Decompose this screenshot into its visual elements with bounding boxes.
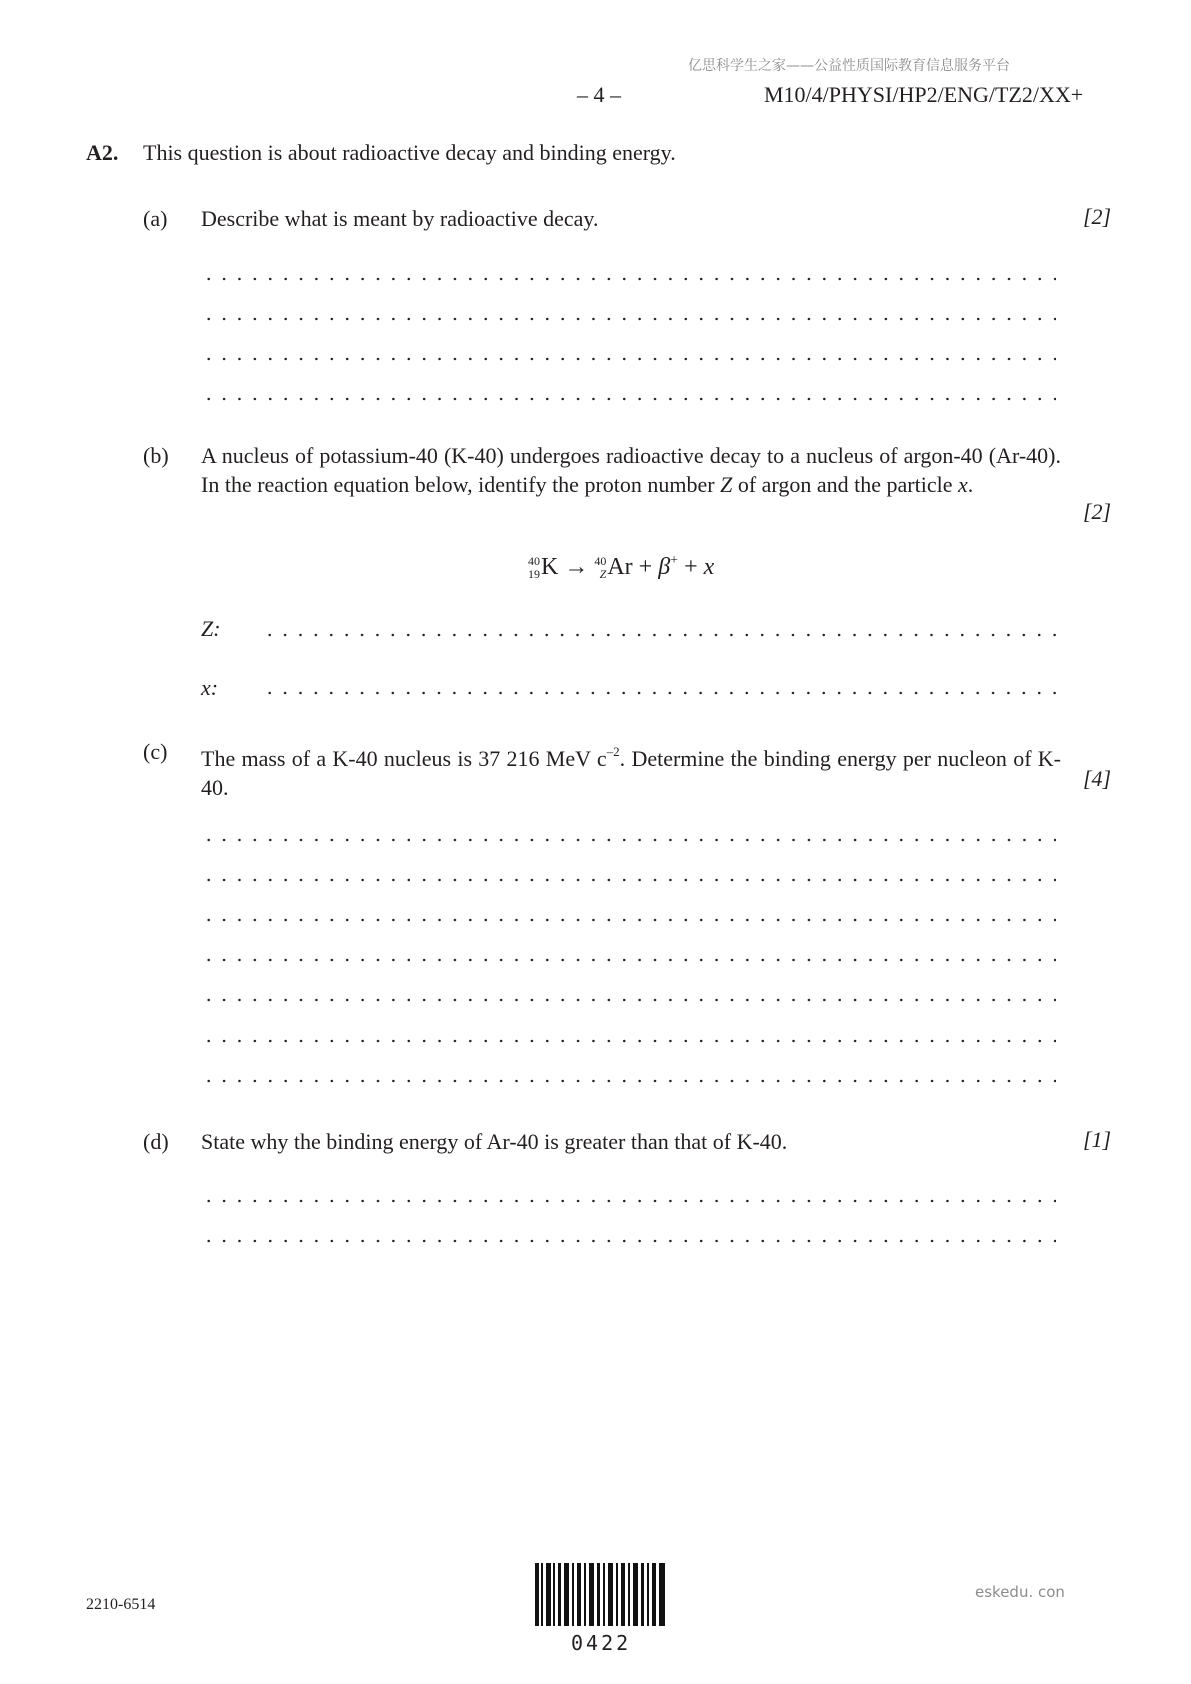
reaction-equation (528, 553, 714, 581)
answer-line-d1[interactable] (201, 1199, 1056, 1203)
answer-z-label: Z: (201, 616, 221, 641)
beta-charge: + (670, 553, 679, 568)
k-symbol: K (541, 554, 559, 580)
part-b-text-3: . (967, 472, 974, 497)
answer-line-c3[interactable] (201, 918, 1056, 922)
part-c-text-1: The mass of a K-40 nucleus is 37 216 MeV c (201, 746, 607, 771)
beta-symbol: β (658, 554, 671, 580)
answer-line-a4[interactable] (201, 397, 1056, 401)
answer-line-c2[interactable] (201, 878, 1056, 882)
answer-line-c6[interactable] (201, 1039, 1056, 1043)
paper-code: M10/4/PHYSI/HP2/ENG/TZ2/XX+ (764, 82, 1084, 107)
part-b-label: (b) (143, 443, 169, 468)
part-b-text-z: Z (720, 472, 733, 497)
particle-x: x (703, 554, 715, 580)
watermark-text: 亿思科学生之家——公益性质国际教育信息服务平台 (688, 58, 1010, 74)
part-a-text: Describe what is meant by radioactive decay. (201, 206, 599, 231)
k-mass-number: 40 (528, 554, 540, 569)
part-a-label: (a) (143, 206, 168, 231)
part-c-text-2: . Determine the binding energy per nucleon of K-40. (201, 746, 1062, 800)
answer-line-c7[interactable] (201, 1079, 1056, 1083)
part-c-marks: [4] (1083, 766, 1112, 791)
footer-code: 2210-6514 (86, 1596, 156, 1613)
plus-sign-2: + (684, 554, 698, 580)
answer-line-a3[interactable] (201, 357, 1056, 361)
part-d-marks: [1] (1083, 1127, 1112, 1152)
ar-symbol: Ar (607, 554, 633, 580)
part-b-marks: [2] (1083, 499, 1112, 524)
k-nucleon-numbers (528, 555, 540, 581)
part-b-text-1: A nucleus of potassium-40 (K-40) undergoes radioactive decay to a nucleus of argon-40 (Ar-40). In the reaction equation below, identify the proton number (201, 443, 1061, 497)
answer-line-z[interactable] (262, 633, 1056, 637)
part-c-label: (c) (143, 739, 168, 764)
question-intro: This question is about radioactive decay and binding energy. (143, 140, 676, 165)
part-b-text-x: x (957, 472, 968, 497)
part-d-label: (d) (143, 1129, 169, 1154)
page-number: – 4 – (577, 82, 621, 107)
ar-nucleon-numbers (594, 555, 606, 581)
barcode (535, 1563, 665, 1626)
ar-mass-number: 40 (594, 554, 607, 569)
part-c-text (201, 737, 1061, 802)
answer-line-c5[interactable] (201, 998, 1056, 1002)
barcode-number: 0422 (571, 1631, 632, 1655)
answer-line-c4[interactable] (201, 958, 1056, 962)
reaction-arrow: → (564, 554, 589, 580)
ar-atomic-number: Z (599, 567, 607, 582)
part-d-text: State why the binding energy of Ar-40 is greater than that of K-40. (201, 1129, 788, 1154)
answer-line-c1[interactable] (201, 838, 1056, 842)
k-atomic-number: 19 (528, 567, 540, 582)
answer-line-d2[interactable] (201, 1239, 1056, 1243)
plus-sign-1: + (638, 554, 653, 580)
site-watermark: eskedu. con (975, 1583, 1065, 1601)
answer-line-a2[interactable] (201, 317, 1056, 321)
answer-line-a1[interactable] (201, 277, 1056, 281)
part-b-text-2: of argon and the particle (732, 472, 958, 497)
answer-line-x[interactable] (262, 691, 1056, 695)
part-b-text (201, 441, 1061, 499)
question-number: A2. (86, 140, 119, 165)
answer-x-label: x: (201, 675, 219, 700)
part-c-exponent: –2 (606, 744, 620, 759)
part-a-marks: [2] (1083, 204, 1112, 229)
